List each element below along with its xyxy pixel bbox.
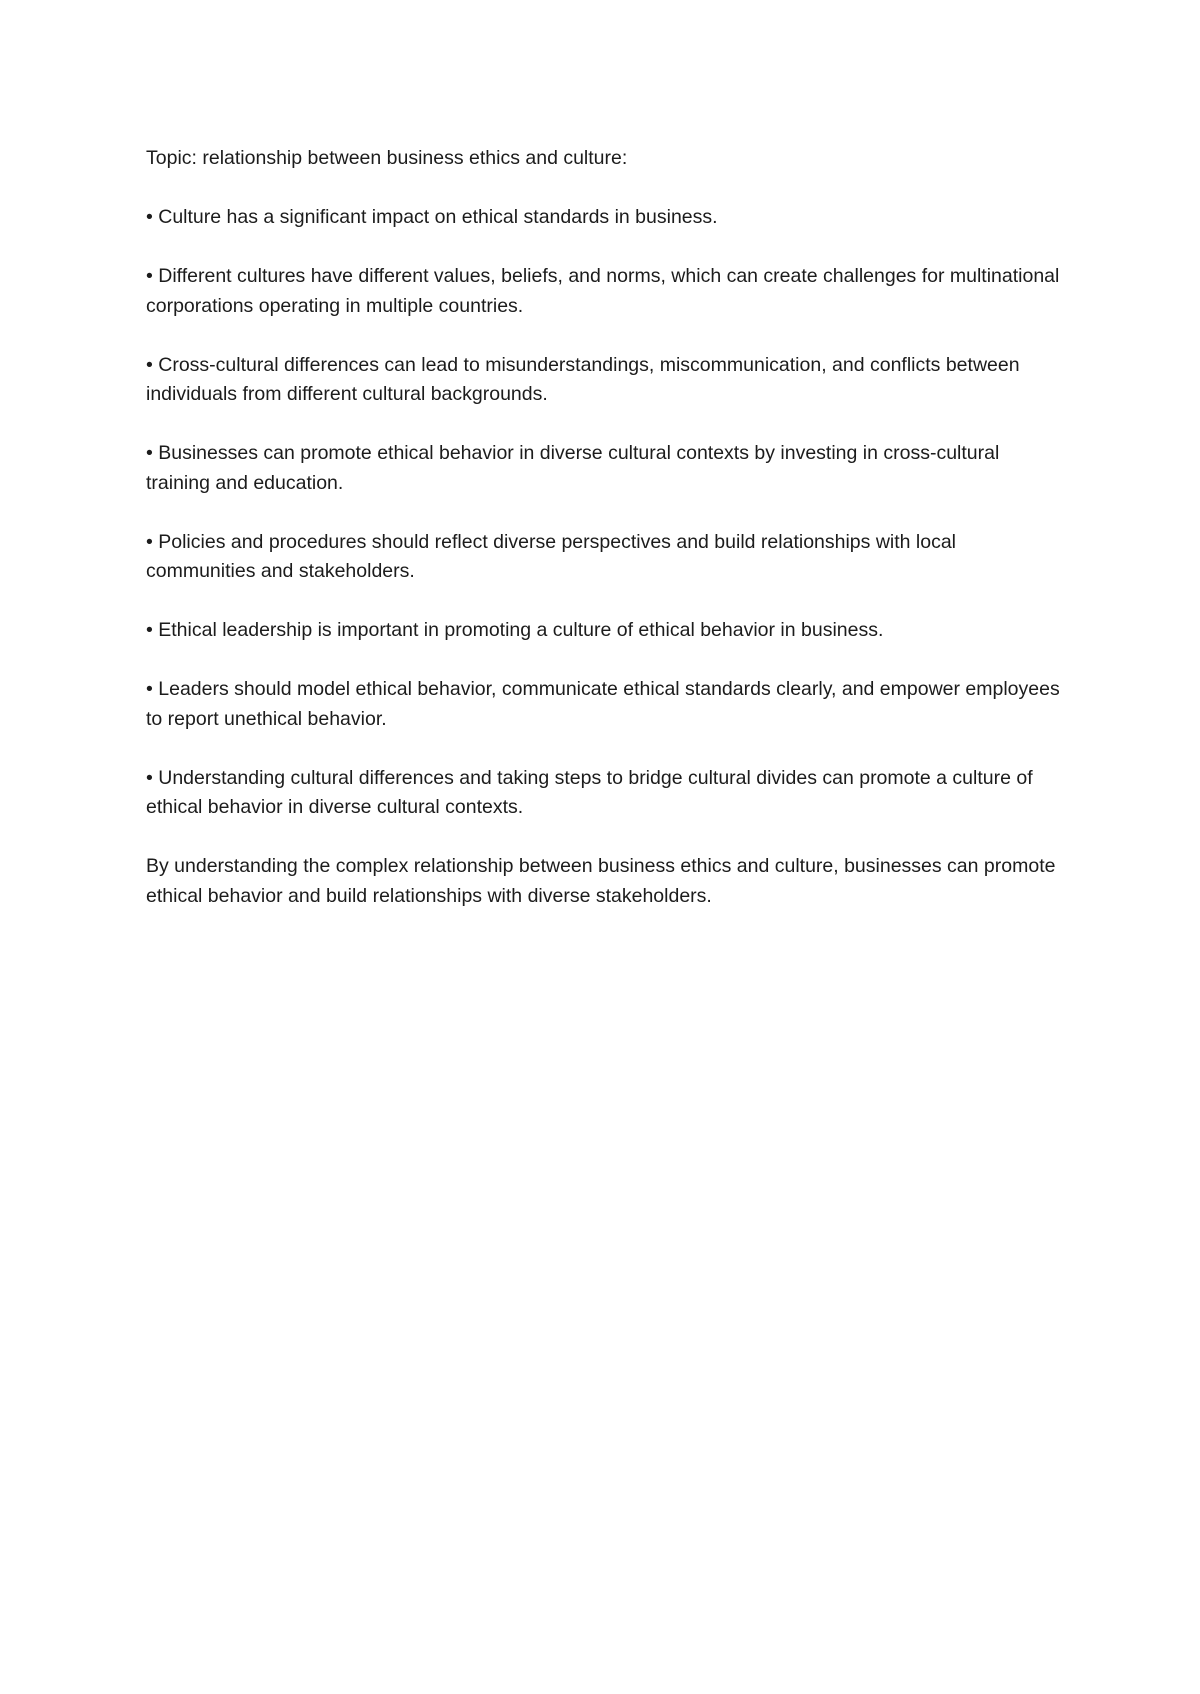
bullet-glyph: •: [146, 265, 153, 287]
bullet-glyph: •: [146, 678, 153, 700]
bullet-item: [146, 351, 1066, 410]
bullet-glyph: •: [146, 530, 153, 553]
bullet-glyph: •: [146, 442, 153, 464]
bullet-item: [146, 203, 1066, 233]
bullet-item: [146, 528, 1066, 587]
bullet-glyph: •: [146, 206, 153, 228]
bullet-text: Ethical leadership is important in promoting a culture of ethical behavior in business.: [158, 619, 884, 641]
bullet-item: [146, 262, 1066, 321]
bullet-text: Cross-cultural differences can lead to misunderstandings, miscommunication, and conflicts between individuals from different cultural backgrounds.: [146, 353, 1020, 405]
bullet-text: Policies and procedures should reflect diverse perspectives and build relationships with local communities and stakeholders.: [146, 530, 957, 582]
bullet-item: [146, 616, 1066, 646]
conclusion-paragraph: By understanding the complex relationship between business ethics and culture, businesses can promote ethical behavior and build relationships with diverse stakeholders.: [146, 855, 1056, 907]
document-body: [146, 144, 1066, 941]
bullet-text: Different cultures have different values, beliefs, and norms, which can create challenges for multinational corporations operating in multiple countries.: [146, 265, 1060, 317]
bullet-text: Culture has a significant impact on ethical standards in business.: [158, 206, 718, 228]
bullet-item: [146, 764, 1066, 823]
bullet-item: [146, 439, 1066, 498]
bullet-item: [146, 675, 1066, 734]
bullet-glyph: •: [146, 766, 153, 789]
bullet-glyph: •: [146, 353, 153, 376]
bullet-text: Understanding cultural differences and taking steps to bridge cultural divides can promote a culture of ethical behavior in diverse cultural contexts.: [146, 766, 1033, 818]
bullet-text: Leaders should model ethical behavior, communicate ethical standards clearly, and empower employees to report unethical behavior.: [146, 678, 1060, 730]
topic-line: Topic: relationship between business ethics and culture:: [146, 147, 628, 169]
bullet-glyph: •: [146, 619, 153, 641]
bullet-text: Businesses can promote ethical behavior in diverse cultural contexts by investing in cross-cultural training and education.: [146, 442, 1000, 494]
